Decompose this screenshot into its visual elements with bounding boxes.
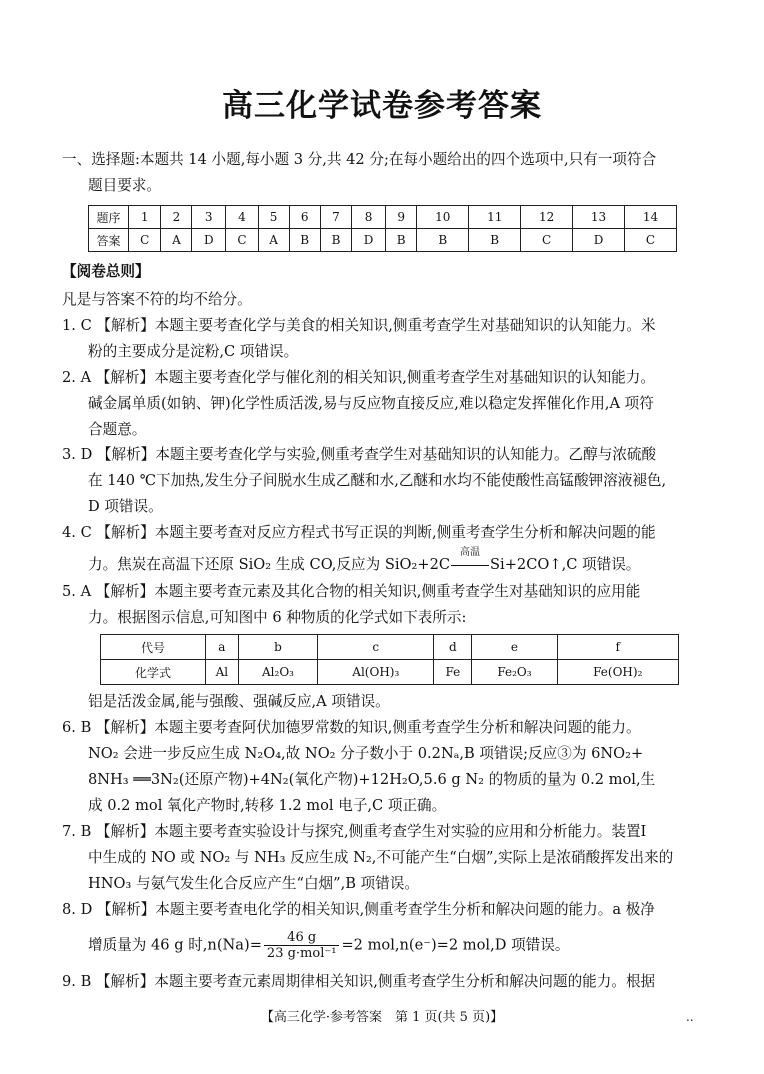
table-cell: B	[289, 229, 320, 252]
q4-line2-b: Si+2CO↑,C 项错误。	[490, 556, 641, 573]
section-heading-line2: 题目要求。	[88, 177, 161, 194]
table-header-label: 题序	[89, 206, 129, 229]
q7-head: 7. B 【解析】本题主要考查实验设计与探究,侧重考查学生对实验的应用和分析能力。装置Ⅰ	[62, 823, 647, 840]
q6-line2: NO₂ 会进一步反应生成 N₂O₄,故 NO₂ 分子数小于 0.2Nₐ,B 项错误;反应③为 6NO₂+	[88, 745, 644, 762]
reaction-condition-arrow	[450, 547, 490, 575]
table-cell: Fe(OH)₂	[557, 660, 678, 685]
table-row-label: 答案	[89, 229, 129, 252]
table-cell: B	[469, 229, 521, 252]
table-cell: e	[472, 635, 557, 660]
table-header-label: 代号	[101, 635, 206, 660]
q8-line2-a: 增质量为 46 g 时,n(Na)=	[88, 936, 262, 954]
q3-line2: 在 140 ℃下加热,发生分子间脱水生成乙醚和水,乙醚和水均不能使酸性高锰酸钾溶液褪色,	[88, 472, 667, 489]
table-cell: 11	[469, 206, 521, 229]
table-cell: 9	[386, 206, 417, 229]
table-cell: 8	[352, 206, 386, 229]
substance-table	[100, 634, 679, 685]
table-cell: 10	[417, 206, 469, 229]
table-cell: f	[557, 635, 678, 660]
page-title: 高三化学试卷参考答案	[222, 88, 542, 124]
q1-head: 1. C 【解析】本题主要考查化学与美食的相关知识,侧重考查学生对基础知识的认知能力。米	[62, 317, 656, 334]
table-cell: C	[129, 229, 161, 252]
page-footer: 【高三化学·参考答案 第 1 页(共 5 页)】	[260, 1010, 504, 1025]
table-cell: b	[238, 635, 318, 660]
table-cell: a	[206, 635, 239, 660]
q4-head: 4. C 【解析】本题主要考查对反应方程式书写正误的判断,侧重考查学生分析和解决问题的能	[62, 524, 656, 541]
q8-line2-b: =2 mol,n(e⁻)=2 mol,D 项错误。	[341, 936, 570, 954]
answer-table-answer-row	[89, 229, 677, 252]
footer-mark: ..	[686, 1010, 694, 1024]
q1-line2: 粉的主要成分是淀粉,C 项错误。	[88, 343, 299, 360]
fraction-numerator: 46 g	[264, 930, 340, 946]
table-cell: A	[258, 229, 289, 252]
table-cell: C	[521, 229, 573, 252]
table-cell: 4	[226, 206, 258, 229]
table-cell: C	[624, 229, 676, 252]
q8-line2	[88, 930, 569, 961]
table-cell: Fe	[434, 660, 472, 685]
q7-line3: HNO₃ 与氨气发生化合反应产生“白烟”,B 项错误。	[88, 875, 419, 892]
table-cell: 5	[258, 206, 289, 229]
table-cell: 3	[192, 206, 226, 229]
q6-line4: 成 0.2 mol 氧化产物时,转移 1.2 mol 电子,C 项正确。	[88, 797, 447, 814]
q9-head: 9. B 【解析】本题主要考查元素周期律相关知识,侧重考查学生分析和解决问题的能力。根据	[62, 973, 656, 990]
table-cell: 7	[320, 206, 351, 229]
table-cell: 1	[129, 206, 161, 229]
q4-line2	[88, 547, 641, 575]
q5-head: 5. A 【解析】本题主要考查元素及其化合物的相关知识,侧重考查学生对基础知识的应用能	[62, 583, 641, 600]
rules-heading: 【阅卷总则】	[62, 263, 150, 280]
substance-formula-row	[101, 660, 679, 685]
q3-line3: D 项错误。	[88, 498, 163, 515]
condition-label: 高温	[460, 547, 481, 558]
table-cell: c	[318, 635, 434, 660]
answer-table-header-row	[89, 206, 677, 229]
q2-line2: 碱金属单质(如钠、钾)化学性质活泼,易与反应物直接反应,难以稳定发挥催化作用,A 项符	[88, 395, 654, 412]
table-cell: 14	[624, 206, 676, 229]
table-cell: Fe₂O₃	[472, 660, 557, 685]
fraction	[264, 930, 340, 961]
table-cell: Al₂O₃	[238, 660, 318, 685]
table-cell: D	[573, 229, 625, 252]
table-cell: B	[386, 229, 417, 252]
table-cell: B	[320, 229, 351, 252]
equation-bar	[451, 565, 489, 566]
table-cell: D	[192, 229, 226, 252]
table-cell: 13	[573, 206, 625, 229]
table-cell: D	[352, 229, 386, 252]
section-heading-line1: 一、选择题:本题共 14 小题,每小题 3 分,共 42 分;在每小题给出的四个选项中,只有一项符合	[62, 151, 657, 168]
table-cell: A	[161, 229, 192, 252]
q6-head: 6. B 【解析】本题主要考查阿伏加德罗常数的知识,侧重考查学生分析和解决问题的能力。	[62, 719, 641, 736]
table-cell: 6	[289, 206, 320, 229]
fraction-denominator: 23 g·mol⁻¹	[266, 946, 337, 961]
table-cell: 2	[161, 206, 192, 229]
q5-line2: 力。根据图示信息,可知图中 6 种物质的化学式如下表所示:	[88, 609, 467, 626]
q3-head: 3. D 【解析】本题主要考查化学与实验,侧重考查学生对基础知识的认知能力。乙醇与浓硫酸	[62, 446, 657, 463]
q2-line3: 合题意。	[88, 421, 147, 438]
q5-after: 铝是活泼金属,能与强酸、强碱反应,A 项错误。	[88, 693, 390, 710]
table-cell: Al	[206, 660, 239, 685]
q7-line2: 中生成的 NO 或 NO₂ 与 NH₃ 反应生成 N₂,不可能产生“白烟”,实际上是浓硝酸挥发出来的	[88, 849, 674, 866]
table-cell: Al(OH)₃	[318, 660, 434, 685]
table-cell: 12	[521, 206, 573, 229]
table-row-label: 化学式	[101, 660, 206, 685]
rules-text: 凡是与答案不符的均不给分。	[62, 291, 252, 308]
q4-line2-a: 力。焦炭在高温下还原 SiO₂ 生成 CO,反应为 SiO₂+2C	[88, 556, 451, 573]
q2-head: 2. A 【解析】本题主要考查化学与催化剂的相关知识,侧重考查学生对基础知识的认知能力。	[62, 369, 655, 386]
q6-line3: 8NH₃ ══3N₂(还原产物)+4N₂(氧化产物)+12H₂O,5.6 g N₂ 的物质的量为 0.2 mol,生	[88, 771, 656, 788]
substance-code-row	[101, 635, 679, 660]
answer-table	[88, 205, 677, 252]
table-cell: C	[226, 229, 258, 252]
q8-head: 8. D 【解析】本题主要考查电化学的相关知识,侧重考查学生分析和解决问题的能力。a 极净	[62, 901, 655, 918]
table-cell: B	[417, 229, 469, 252]
table-cell: d	[434, 635, 472, 660]
